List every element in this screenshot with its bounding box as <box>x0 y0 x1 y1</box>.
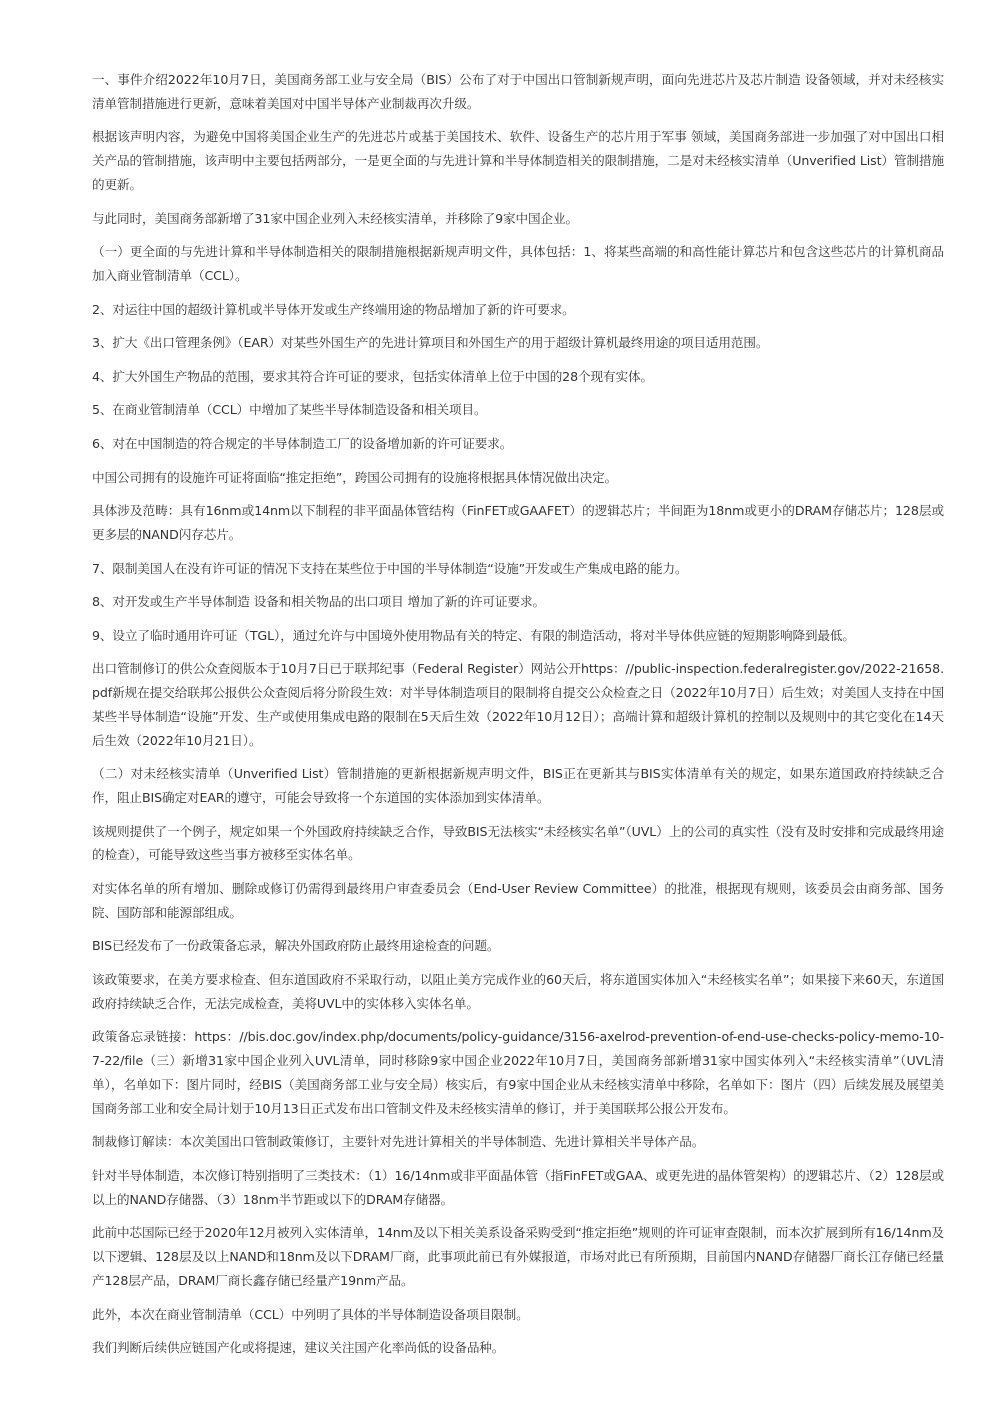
paragraph-memo-link: 政策备忘录链接：https：//bis.doc.gov/index.php/documents/policy-guidance/3156-axelrod-prevention-of-end-use-checks-policy-memo-10-7-22/file（三）新增31家中国企业列入UVL清单，同时移除9家中国企业2022年10月7日，美国商务部新增31家中国实体列入“未经核实清单”（UVL清单），名单如下：图片同时，经BIS（美国商务部工业与安全局）核实后，有9家中国企业从未经核实清单中移除，名单如下：图片（四）后续发展及展望美国商务部工业和安全局计划于10月13日正式发布出口管制文件及未经核实清单的修订，并于美国联邦公报公开发布。 <box>92 1029 944 1116</box>
paragraph-item-3: 3、扩大《出口管理条例》（EAR）对某些外国生产的先进计算项目和外国生产的用于超级计算机最终用途的项目适用范围。 <box>92 335 769 351</box>
paragraph-item-7: 7、限制美国人在没有许可证的情况下支持在某些位于中国的半导体制造“设施”开发或生产集成电路的能力。 <box>92 560 688 576</box>
paragraph-policy-memo: BIS已经发布了一份政策备忘录，解决外国政府防止最终用途检查的问题。 <box>92 938 500 954</box>
paragraph-item-8: 8、对开发或生产半导体制造 设备和相关物品的出口项目 增加了新的许可证要求。 <box>92 594 546 610</box>
paragraph-erc: 对实体名单的所有增加、删除或修订仍需得到最终用户审查委员会（End-User Review Committee）的批准，根据现有规则，该委员会由商务部、国务院、国防部和能源部组成。 <box>92 881 944 920</box>
paragraph-item-6: 6、对在中国制造的符合规定的半导体制造工厂的设备增加新的许可证要求。 <box>92 435 513 451</box>
paragraph-item-9: 9、设立了临时通用许可证（TGL），通过允许与中国境外使用物品有关的特定、有限的制造活动，将对半导体供应链的短期影响降到最低。 <box>92 627 855 643</box>
paragraph-item-4: 4、扩大外国生产物品的范围，要求其符合许可证的要求，包括实体清单上位于中国的28个现有实体。 <box>92 368 653 384</box>
paragraph-section-2: （二）对未经核实清单（Unverified List）管制措施的更新根据新规声明文件，BIS正在更新其与BIS实体清单有关的规定，如果东道国政府持续缺乏合作，阻止BIS确定对EAR的遵守，可能会导致将一个东道国的实体添加到实体清单。 <box>92 766 944 806</box>
paragraph-smic: 此前中芯国际已经于2020年12月被列入实体清单，14nm及以下相关美系设备采购受到“推定拒绝”规则的许可证审查限制，而本次扩展到所有16/14nm及以下逻辑、128层及以上NAND和18nm及以下DRAM厂商，此事项此前已有外媒报道，市场对此已有所预期，目前国内NAND存储器厂商长江存储已经量产128层产品，DRAM厂商长鑫存储已经量产19nm产品。 <box>92 1225 944 1288</box>
paragraph-item-5: 5、在商业管制清单（CCL）中增加了某些半导体制造设备和相关项目。 <box>92 402 487 418</box>
paragraph-scope: 具体涉及范畴：具有16nm或14nm以下制程的非平面晶体管结构（FinFET或GAAFET）的逻辑芯片；半间距为18nm或更小的DRAM存储芯片；128层或更多层的NAND闪存芯片。 <box>92 503 944 542</box>
paragraph-statement-content: 根据该声明内容，为避免中国将美国企业生产的先进芯片或基于美国技术、软件、设备生产的芯片用于军事 领域，美国商务部进一步加强了对中国出口相关产品的管制措施，该声明中主要包括两部分，一是更全面的与先进计算和半导体制造相关的限制措施，二是对未经核实清单（Unverified List）管制措施的更新。 <box>92 129 944 192</box>
paragraph-item-2: 2、对运往中国的超级计算机或半导体开发或生产终端用途的物品增加了新的许可要求。 <box>92 301 575 317</box>
paragraph-interpretation: 制裁修订解读：本次美国出口管制政策修订，主要针对先进计算相关的半导体制造、先进计算相关半导体产品。 <box>92 1134 705 1150</box>
paragraph-intro: 一、事件介绍2022年10月7日，美国商务部工业与安全局（BIS）公布了对于中国出口管制新规声明，面向先进芯片及芯片制造 设备领域，并对未经核实清单管制措施进行更新，意味着美国对中国半导体产业制裁再次升级。 <box>92 72 944 111</box>
document-body <box>92 68 944 1370</box>
paragraph-federal-register: 出口管制修订的供公众查阅版本于10月7日已于联邦纪事（Federal Register）网站公开https：//public-inspection.federalregister.gov/2022-21658.pdf新规在提交给联邦公报供公众查阅后将分阶段生效：对半导体制造项目的限制将自提交公众检查之日（2022年10月7日）后生效；对美国人支持在中国某些半导体制造“设施”开发、生产或使用集成电路的限制在5天后生效（2022年10月12日）；高端计算和超级计算机的控制以及规则中的其它变化在14天后生效（2022年10月21日）。 <box>92 661 944 748</box>
paragraph-example: 该规则提供了一个例子，规定如果一个外国政府持续缺乏合作，导致BIS无法核实“未经核实名单”（UVL）上的公司的真实性（没有及时安排和完成最终用途的检查），可能导致这些当事方被移至实体名单。 <box>92 823 944 863</box>
paragraph-presumed-denial: 中国公司拥有的设施许可证将面临“推定拒绝”，跨国公司拥有的设施将根据具体情况做出决定。 <box>92 469 618 485</box>
paragraph-conclusion: 我们判断后续供应链国产化或将提速，建议关注国产化率尚低的设备品种。 <box>92 1340 505 1356</box>
paragraph-uvl-additions: 与此同时，美国商务部新增了31家中国企业列入未经核实清单，并移除了9家中国企业。 <box>92 210 579 226</box>
paragraph-ccl-equipment: 此外，本次在商业管制清单（CCL）中列明了具体的半导体制造设备项目限制。 <box>92 1306 529 1322</box>
paragraph-policy-requirement: 该政策要求，在美方要求检查、但东道国政府不采取行动，以阻止美方完成作业的60天后，将东道国实体加入“未经核实名单”；如果接下来60天，东道国政府持续缺乏合作，无法完成检查，美将UVL中的实体移入实体名单。 <box>92 972 944 1011</box>
paragraph-three-technologies: 针对半导体制造，本次修订特别指明了三类技术：（1）16/14nm或非平面晶体管（指FinFET或GAA、或更先进的晶体管架构）的逻辑芯片、（2）128层或以上的NAND存储器、（3）18nm半节距或以下的DRAM存储器。 <box>92 1168 944 1207</box>
paragraph-section-1: （一）更全面的与先进计算和半导体制造相关的限制措施根据新规声明文件，具体包括：1、将某些高端的和高性能计算芯片和包含这些芯片的计算机商品加入商业管制清单（CCL）。 <box>92 244 944 283</box>
